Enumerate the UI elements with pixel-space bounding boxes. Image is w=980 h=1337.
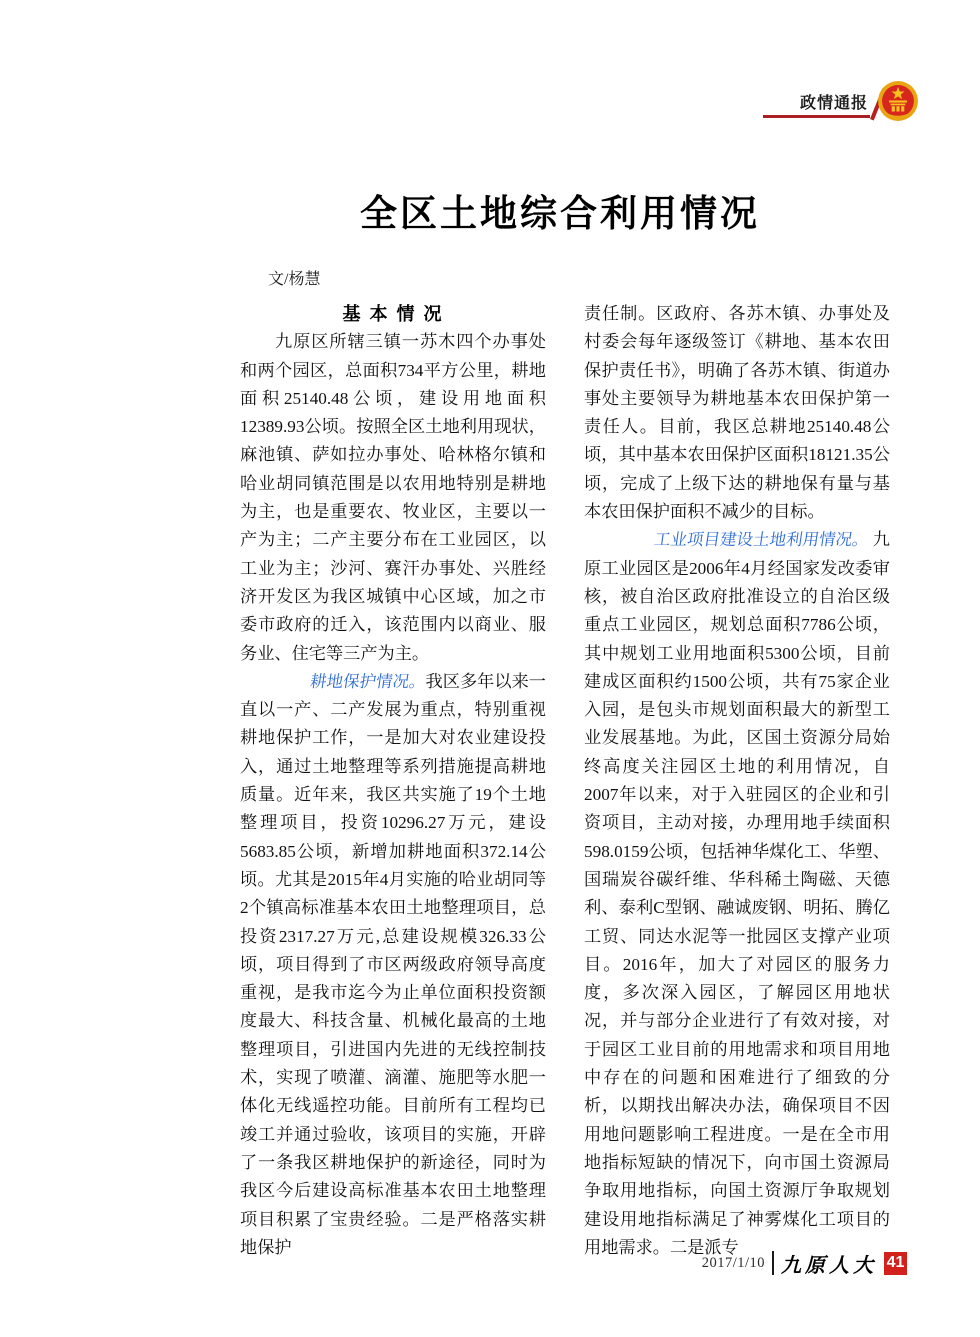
national-emblem-icon — [877, 80, 919, 122]
header-rule — [763, 115, 870, 118]
paragraph-overview: 九原区所辖三镇一苏木四个办事处和两个园区，总面积734平方公里，耕地面积25140.48公顷，建设用地面积12389.93公顷。按照全区土地利用现状，麻池镇、萨如拉办事处、哈林格尔镇和哈业胡同镇范围是以农用地特别是耕地为主，也是重要农、牧业区，主要以一产为主；二产主要分布在工业园区，以工业为主；沙河、赛汗办事处、兴胜经济开发区为我区城镇中心区域，加之市委市政府的迁入，该范围内以商业、服务业、住宅等三产为主。 — [240, 332, 546, 663]
page-footer — [702, 1248, 907, 1278]
right-column — [584, 300, 890, 1262]
article-byline: 文/杨慧 — [268, 271, 321, 288]
section-header-label: 政情通报 — [800, 95, 869, 112]
inline-subheading-farmland-protection: 耕地保护情况。 — [308, 671, 427, 691]
left-column — [240, 300, 546, 1262]
footer-date: 2017/1/10 — [701, 1254, 765, 1271]
paragraph-industrial-land-use-text: 九原工业园区是2006年4月经国家发改委审核，被自治区政府批准设立的自治区级重点工业园区，规划总面积7786公顷，其中规划工业用地面积5300公顷，目前建成区面积约1500公顷，共有75家企业入园，是包头市规划面积最大的新型工业发展基地。为此，区国土资源分局始终高度关注园区土地的利用情况，自2007年以来，对于入驻园区的企业和引资项目，主动对接，办理用地手续面积598.0159公顷，包括神华煤化工、华塑、国瑞炭谷碳纤维、华科稀土陶磁、天德利、泰利C型钢、融诚废钢、明拓、腾亿工贸、同达水泥等一批园区支撑产业项目。2016年，加大了对园区的服务力度，多次深入园区，了解园区用地状况，并与部分企业进行了有效对接，对于园区工业目前的用地需求和项目用地中存在的问题和困难进行了细致的分析，以期找出解决办法，确保项目不因用地问题影响工程进度。一是在全市用地指标短缺的情况下，向市国土资源局争取用地指标，向国土资源厅争取规划建设用地指标满足了神雾煤化工项目的用地需求。二是派专 — [584, 530, 890, 1257]
paragraph-responsibility-system: 责任制。区政府、各苏木镇、办事处及村委会每年逐级签订《耕地、基本农田保护责任书》，明确了各苏木镇、街道办事处主要领导为耕地基本农田保护第一责任人。目前，我区总耕地25140.48公顷，其中基本农田保护区面积18121.35公顷，完成了上级下达的耕地保有量与基本农田保护面积不减少的目标。 — [584, 304, 890, 522]
publication-name: 九原人大 — [781, 1252, 877, 1277]
inline-subheading-industrial-land-use: 工业项目建设土地利用情况。 — [652, 530, 870, 550]
footer-divider — [772, 1251, 774, 1275]
page-number-badge: 41 — [884, 1252, 907, 1275]
paragraph-farmland-protection — [240, 668, 546, 1262]
paragraph-farmland-protection-text: 我区多年以来一直以一产、二产发展为重点，特别重视耕地保护工作，一是加大对农业建设投入，通过土地整理等系列措施提高耕地质量。近年来，我区共实施了19个土地整理项目，投资10296.27万元，建设5683.85公顷，新增加耕地面积372.14公顷。尤其是2015年4月实施的哈业胡同等2个镇高标准基本农田土地整理项目，总投资2317.27万元,总建设规模326.33公顷，项目得到了市区两级政府领导高度重视，是我市迄今为止单位面积投资额度最大、科技含量、机械化最高的土地整理项目，引进国内先进的无线控制技术，实现了喷灌、滴灌、施肥等水肥一体化无线遥控功能。目前所有工程均已竣工并通过验收，该项目的实施，开辟了一条我区耕地保护的新途径，同时为我区今后建设高标准基本农田土地整理项目积累了宝贵经验。二是严格落实耕地保护 — [240, 671, 546, 1257]
page-title: 全区土地综合利用情况 — [360, 193, 760, 234]
paragraph-industrial-land-use — [584, 526, 890, 1262]
section-heading-basic-situation: 基 本 情 况 — [342, 304, 444, 324]
